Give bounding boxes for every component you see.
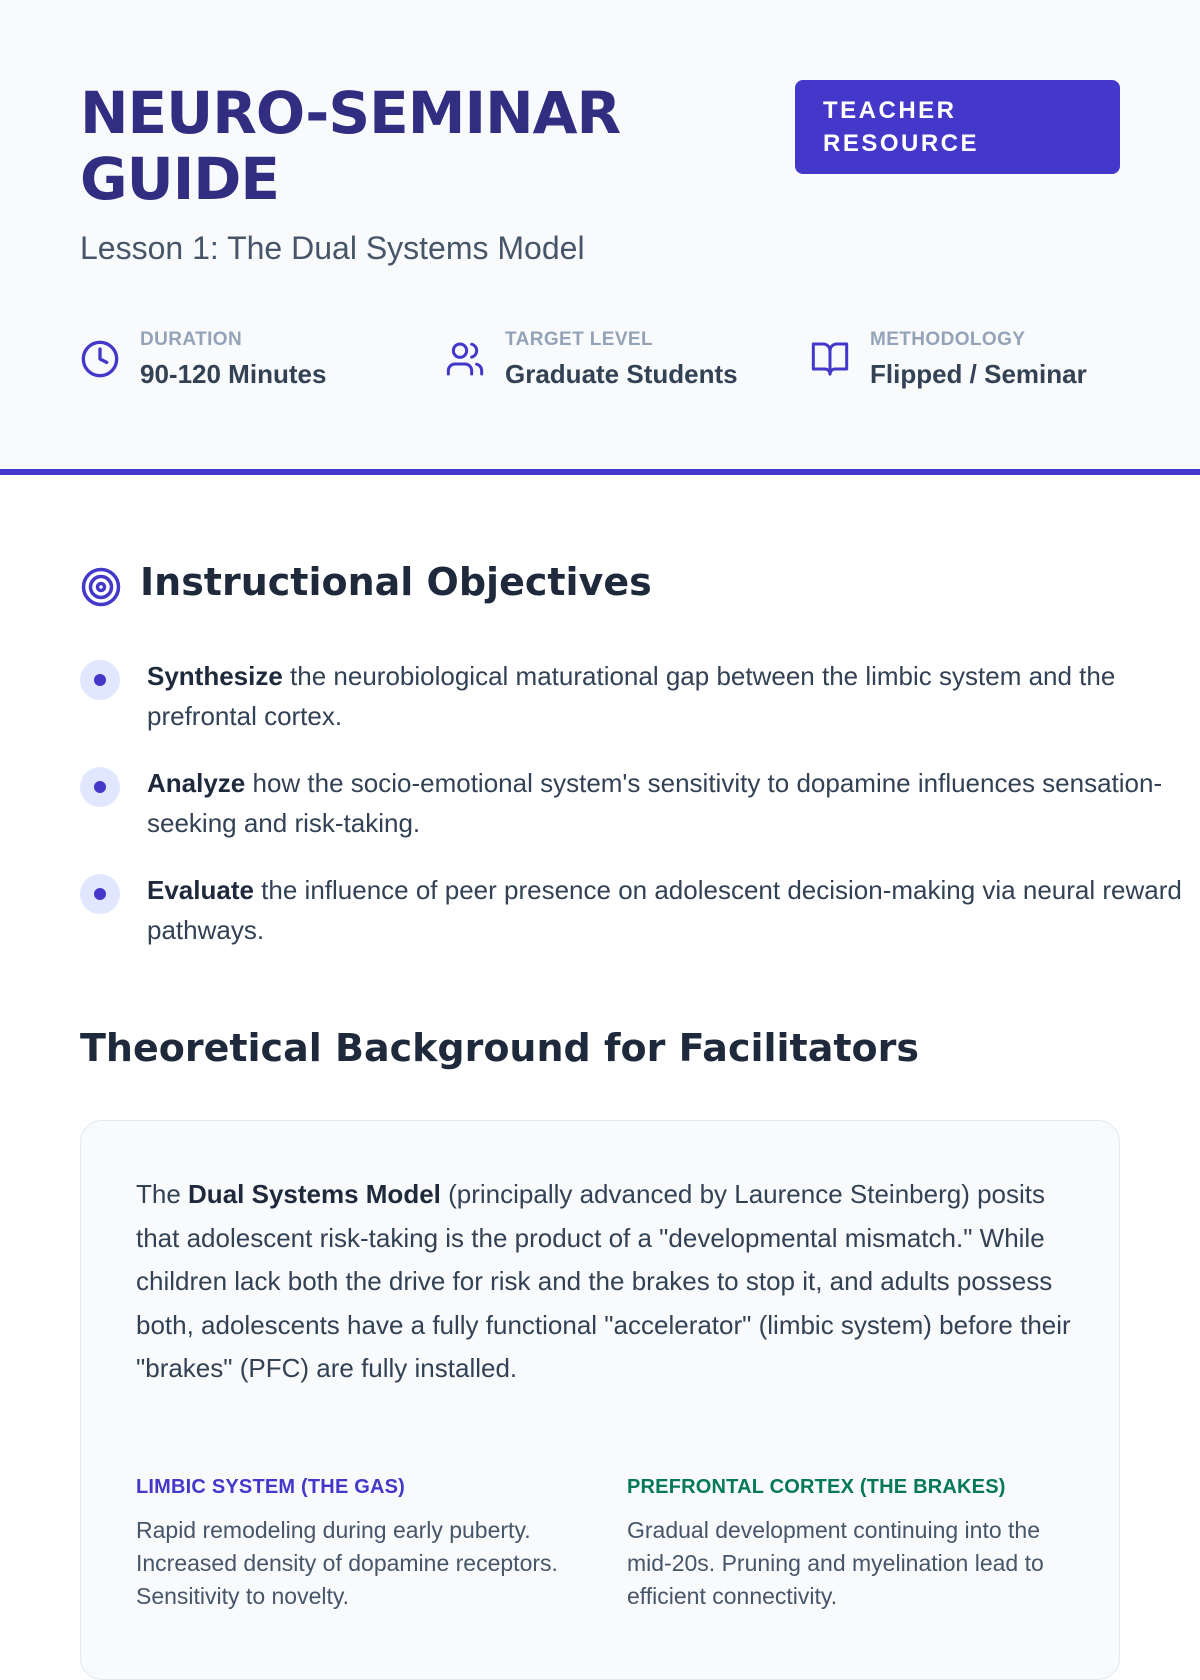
bullet-dot-icon (80, 874, 120, 914)
meta-value: Graduate Students (505, 359, 738, 389)
page-header (0, 0, 1200, 475)
objective-verb: Synthesize (147, 661, 283, 691)
objective-description: the neurobiological maturational gap between the limbic system and the prefrontal cortex. (147, 661, 1116, 731)
meta-label: METHODOLOGY (870, 329, 1026, 350)
target-icon (80, 566, 122, 608)
book-open-icon (810, 339, 850, 379)
bullet-dot-icon (80, 660, 120, 700)
objective-text (147, 870, 1200, 950)
meta-value: 90-120 Minutes (140, 359, 327, 389)
para-intro: The (136, 1179, 189, 1209)
users-icon (445, 339, 485, 379)
objective-text (147, 763, 1200, 843)
background-title: Theoretical Background for Facilitators (80, 1026, 919, 1070)
objective-verb: Evaluate (147, 875, 254, 905)
clock-icon (80, 339, 120, 379)
objective-text (147, 656, 1200, 736)
lesson-subtitle: Lesson 1: The Dual Systems Model (80, 230, 585, 266)
objectives-title: Instructional Objectives (140, 560, 652, 604)
background-paragraph (136, 1173, 1076, 1391)
para-body: (principally advanced by Laurence Steinberg) posits that adolescent risk-taking is the product of a "developmental mismatch." While children lack both the drive for risk and the brakes to stop it, and adults possess both, adolescents have a fully functional "accelerator" (limbic system) before their "brakes" (PFC) are fully installed. (136, 1179, 1071, 1383)
background-card (80, 1120, 1120, 1680)
page-title: NEURO-SEMINAR GUIDE (80, 79, 621, 213)
meta-label: DURATION (140, 329, 243, 350)
objective-description: the influence of peer presence on adolescent decision-making via neural reward pathways. (147, 875, 1182, 945)
bullet-dot-icon (80, 767, 120, 807)
objective-verb: Analyze (147, 768, 246, 798)
pfc-title: PREFRONTAL CORTEX (THE BRAKES) (627, 1476, 1006, 1498)
objective-description: how the socio-emotional system's sensitivity to dopamine influences sensation-seeking and risk-taking. (147, 768, 1163, 838)
pfc-body: Gradual development continuing into the mid-20s. Pruning and myelination lead to efficient connectivity. (627, 1517, 1044, 1609)
meta-label: TARGET LEVEL (505, 329, 654, 350)
limbic-title: LIMBIC SYSTEM (THE GAS) (136, 1476, 406, 1498)
para-model-name: Dual Systems Model (188, 1179, 441, 1209)
teacher-resource-badge: TEACHER RESOURCE (795, 80, 1120, 174)
meta-value: Flipped / Seminar (870, 359, 1087, 389)
limbic-body: Rapid remodeling during early puberty. Increased density of dopamine receptors. Sensitivity to novelty. (136, 1517, 558, 1609)
